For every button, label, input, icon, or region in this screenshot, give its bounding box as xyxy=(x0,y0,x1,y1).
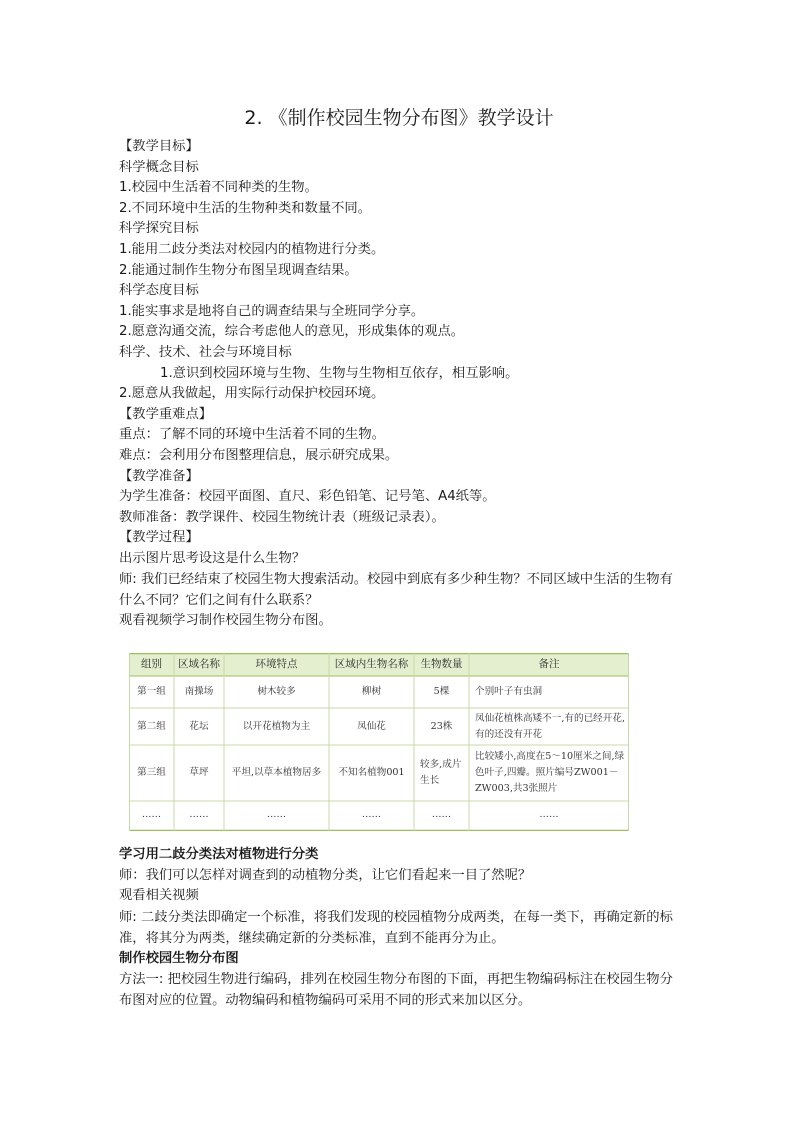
paragraph: 1.能用二歧分类法对校园内的植物进行分类。 xyxy=(119,241,385,257)
subheading: 科学、技术、社会与环境目标 xyxy=(119,344,292,360)
table-cell: 树木较多 xyxy=(257,686,296,697)
table-cell: 不知名植物001 xyxy=(338,767,405,778)
table-cell: …… xyxy=(361,809,382,820)
table-cell: …… xyxy=(266,809,287,820)
section-heading: 【教学重难点】 xyxy=(119,406,213,422)
subheading: 科学探究目标 xyxy=(119,221,199,237)
paragraph: 教师准备：教学课件、校园生物统计表（班级记录表）。 xyxy=(119,509,445,525)
bold-heading: 制作校园生物分布图 xyxy=(119,950,239,966)
paragraph: 观看视频学习制作校园生物分布图。 xyxy=(119,613,332,629)
paragraph: 师：我们可以怎样对调查到的动植物分类，让它们看起来一目了然呢？ xyxy=(119,867,532,883)
table-cell: 比较矮小,高度在5～10厘米之间,绿色叶子,四瓣。照片编号ZW001－ZW003,共3张照片 xyxy=(475,751,625,794)
table-cell: 个别叶子有虫洞 xyxy=(475,686,543,697)
paragraph: 1.意识到校园环境与生物、生物与生物相互依存，相互影响。 xyxy=(160,365,519,381)
table-cell: 以开花植物为主 xyxy=(242,720,311,732)
paragraph: 师: 二歧分类法即确定一个标准，将我们发现的校园植物分成两类，在每一类下，再确定新的标准，将其分为两类，继续确定新的分类标准，直到不能再分为止。 xyxy=(119,909,673,946)
table-cell: 柳树 xyxy=(361,686,382,697)
table-cell: 草坪 xyxy=(189,767,209,778)
table-cell: 第一组 xyxy=(137,686,166,697)
table-cell: 23株 xyxy=(430,720,453,732)
table-header-area: 区域名称 xyxy=(178,658,220,670)
paragraph: 方法一: 把校园生物进行编码，排列在校园生物分布图的下面，再把生物编码标注在校园生物分布图对应的位置。动物编码和植物编码可采用不同的形式来加以区分。 xyxy=(119,972,673,1009)
table-cell: …… xyxy=(141,809,162,820)
table-cell: …… xyxy=(189,809,209,820)
paragraph: 2.能通过制作生物分布图呈现调查结果。 xyxy=(119,262,358,278)
subheading: 科学概念目标 xyxy=(119,159,199,175)
paragraph: 重点：了解不同的环境中生活着不同的生物。 xyxy=(119,427,385,443)
document-body xyxy=(119,137,679,632)
paragraph: 出示图片思考设这是什么生物？ xyxy=(119,550,306,566)
paragraph: 2.不同环境中生活的生物种类和数量不同。 xyxy=(119,200,372,216)
table-cell: 凤仙花植株高矮不一,有的已经开花,有的还没有开花 xyxy=(475,712,626,740)
table-cell: 南操场 xyxy=(184,686,214,697)
table-header-count: 生物数量 xyxy=(420,658,463,670)
paragraph: 1.能实事求是地将自己的调查结果与全班同学分享。 xyxy=(119,303,425,319)
paragraph: 2.愿意沟通交流，综合考虑他人的意见，形成集体的观点。 xyxy=(119,324,465,340)
table-header-environment: 环境特点 xyxy=(255,658,298,670)
page-title: 2. 《制作校园生物分布图》教学设计 xyxy=(244,107,554,129)
table-cell: …… xyxy=(539,809,559,820)
section-heading: 【教学准备】 xyxy=(119,468,199,484)
paragraph: 2.愿意从我做起，用实际行动保护校园环境。 xyxy=(119,386,385,402)
table-cell: 第三组 xyxy=(137,767,166,778)
table-cell: 花坛 xyxy=(189,720,209,732)
table-cell: 平坦,以草本植物居多 xyxy=(231,767,322,778)
table-cell: 5棵 xyxy=(433,686,450,697)
table-header-notes: 备注 xyxy=(538,658,560,670)
paragraph: 师: 我们已经结束了校园生物大搜索活动。校园中到底有多少种生物？不同区域中生活的生物有什么不同？它们之间有什么联系？ xyxy=(119,572,673,609)
subheading: 科学态度目标 xyxy=(119,283,199,299)
table-header-organism: 区域内生物名称 xyxy=(334,658,409,670)
section-heading: 【教学目标】 xyxy=(119,139,199,154)
table-cell: …… xyxy=(431,809,452,820)
section-heading: 【教学过程】 xyxy=(119,530,199,546)
paragraph: 观看相关视频 xyxy=(119,888,199,904)
table-cell: 凤仙花 xyxy=(357,720,386,732)
survey-table xyxy=(129,653,629,831)
table-cell: 第二组 xyxy=(137,720,166,732)
bold-heading: 学习用二歧分类法对植物进行分类 xyxy=(119,847,319,862)
paragraph: 难点：会利用分布图整理信息，展示研究成果。 xyxy=(119,447,399,463)
table-cell: 较多,成片生长 xyxy=(420,759,462,786)
table-header-group: 组别 xyxy=(141,658,162,670)
paragraph: 为学生准备：校园平面图、直尺、彩色铅笔、记号笔、A4纸等。 xyxy=(119,489,496,505)
paragraph: 1.校园中生活着不同种类的生物。 xyxy=(119,180,318,196)
document-body-continued xyxy=(119,845,679,1011)
